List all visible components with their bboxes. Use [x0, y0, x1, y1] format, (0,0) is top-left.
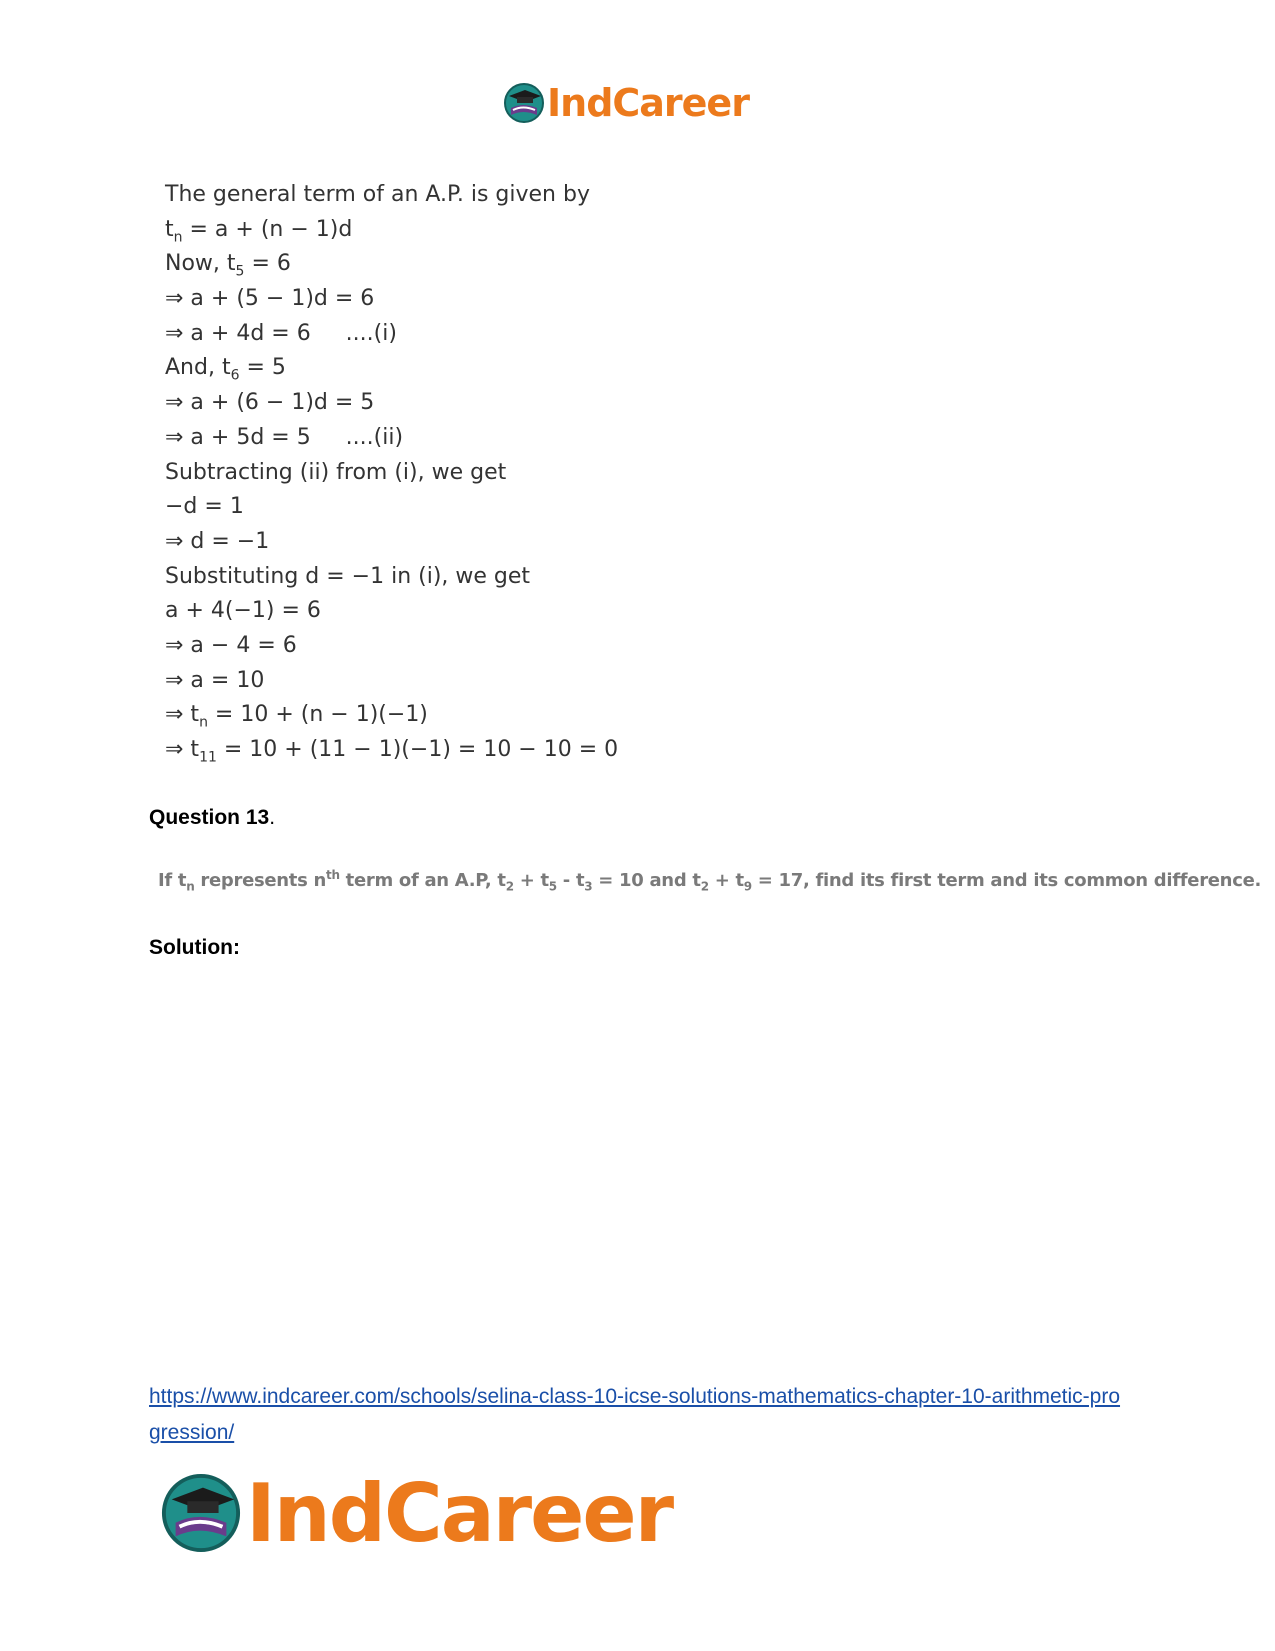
question-heading-label: Question 13 [149, 806, 270, 829]
subscript: 2 [700, 879, 709, 894]
solution-step: ⇒ a − 4 = 6 [165, 632, 297, 658]
subscript: n [199, 714, 208, 731]
solution-step: ⇒ a + 5d = 5 ....(ii) [165, 424, 404, 450]
graduation-cap-book-icon [503, 82, 545, 124]
solution-step: −d = 1 [165, 494, 244, 520]
solution-step: ⇒ a = 10 [165, 667, 265, 693]
solution-step: ⇒ $t_n = 10 + (n - 1)(-1)$ [165, 702, 428, 731]
solution-step: And, $t_6 = 5$ [165, 355, 286, 384]
question-heading-suffix: . [269, 806, 276, 829]
subscript: 9 [743, 879, 752, 894]
question-heading [149, 806, 275, 830]
subscript: 3 [584, 879, 593, 894]
solution-step: Substituting d = −1 in (i), we get [165, 563, 531, 589]
subscript: n [186, 879, 195, 894]
subscript: 5 [548, 879, 557, 894]
solution-step: $t_n = a + (n - 1)d$ [165, 216, 353, 246]
subscript: 2 [505, 879, 514, 894]
logo-wordmark: IndCareer [246, 1466, 673, 1560]
solution-step: ⇒ a + 4d = 6 ....(i) [165, 320, 397, 346]
footer-logo [160, 1468, 672, 1558]
solution-step: Subtracting (ii) from (i), we get [165, 459, 507, 485]
source-link[interactable]: https://www.indcareer.com/schools/selina-class-10-icse-solutions-mathematics-chapter-10-arithmetic-progression/ [149, 1385, 1121, 1444]
subscript: 6 [230, 367, 240, 384]
question-text: If $t_n$ represents $n^{th}$ term of an A.P, $t_2 + t_5 - t_3 = 10$ and $t_2 + t_9 = 17$, find its first term and its common difference. [158, 868, 1262, 894]
graduation-cap-book-icon [160, 1472, 242, 1554]
solution-heading: Solution: [149, 936, 240, 959]
solution-step: ⇒ d = −1 [165, 528, 270, 554]
solution-step: ⇒ a + (5 − 1)d = 6 [165, 286, 375, 312]
solution-step: Now, $t_5 = 6$ [165, 251, 291, 280]
solution-step: a + 4(−1) = 6 [165, 598, 321, 624]
header-logo [503, 80, 749, 126]
logo-wordmark: IndCareer [547, 81, 749, 125]
solution-steps [165, 178, 618, 768]
solution-step: ⇒ $t_{11} = 10 + (11 - 1)(-1) = 10 - 10 = 0$ [165, 737, 619, 766]
solution-step: ⇒ a + (6 − 1)d = 5 [165, 390, 375, 416]
solution-step: The general term of an A.P. is given by [165, 182, 590, 207]
subscript: 11 [199, 749, 217, 766]
subscript: n [173, 229, 183, 246]
subscript: 5 [235, 263, 245, 280]
superscript: th [326, 868, 340, 882]
